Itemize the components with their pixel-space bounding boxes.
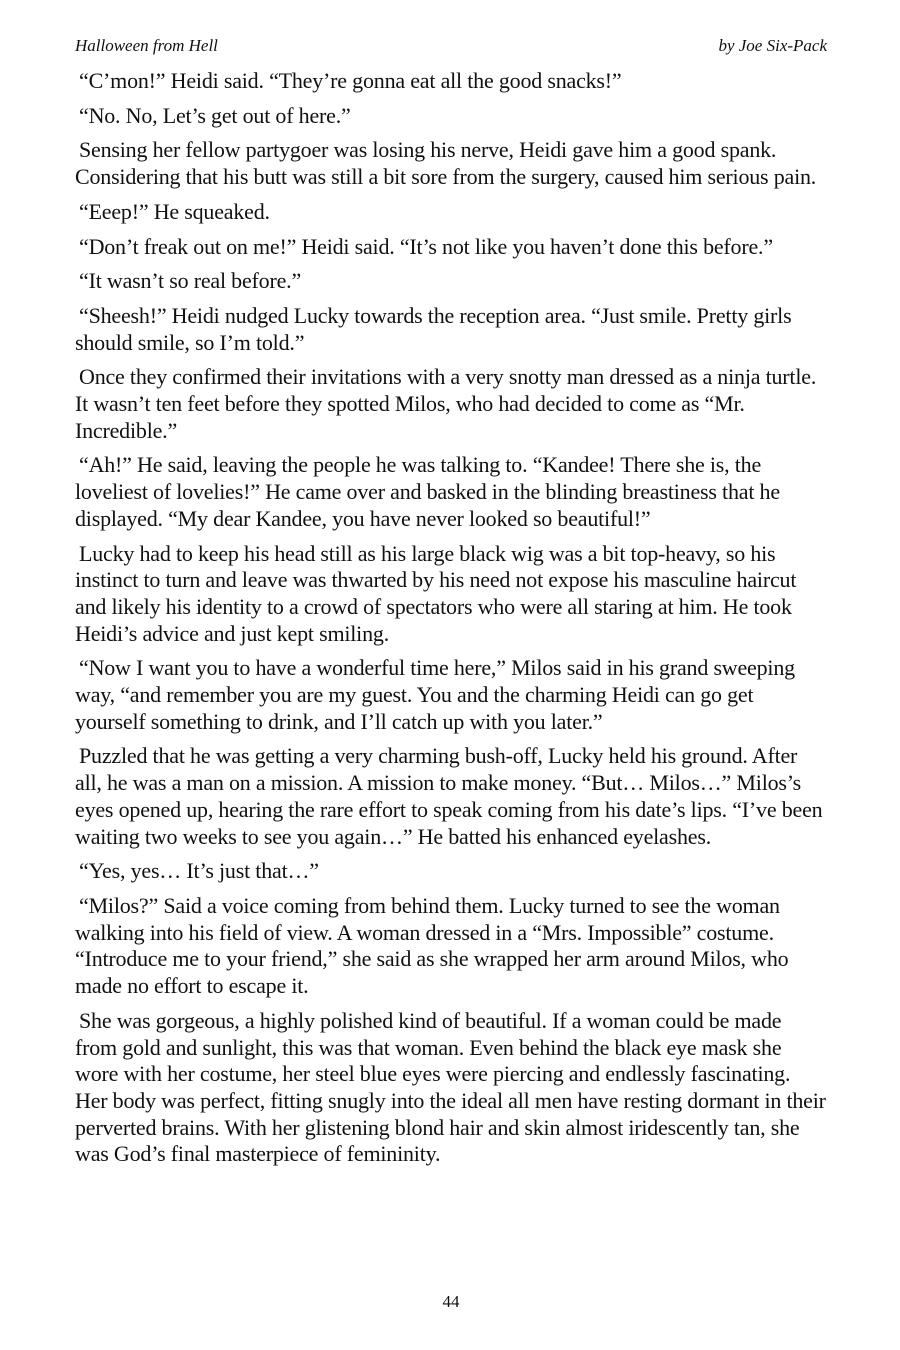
paragraph: She was gorgeous, a highly polished kind of beautiful. If a woman could be made from gold and sunlight, this was that woman. Even behind the black eye mask she wore with her costume, her steel blue eyes were piercing and endlessly fascinating. Her body was perfect, fitting snugly into the ideal all men have resting dormant in their perverted brains. With her glistening blond hair and skin almost iridescently tan, she was God’s final masterpiece of femininity. (75, 1007, 826, 1167)
paragraph: Sensing her fellow partygoer was losing his nerve, Heidi gave him a good spank. Considering that his butt was still a bit sore from the surgery, caused him serious pain. (75, 137, 817, 190)
paragraph: “It wasn’t so real before.” (79, 268, 302, 294)
paragraph: “Milos?” Said a voice coming from behind them. Lucky turned to see the woman walking into his field of view. A woman dressed in a “Mrs. Impossible” costume. “Introduce me to your friend,” she said as she wrapped her arm around Milos, who made no effort to escape it. (75, 892, 789, 999)
paragraph: “Don’t freak out on me!” Heidi said. “It’s not like you haven’t done this before.” (79, 233, 773, 259)
paragraph: “Now I want you to have a wonderful time here,” Milos said in his grand sweeping way, “and remember you are my guest. You and the charming Heidi can go get yourself something to drink, and I’ll catch up with you later.” (75, 655, 795, 734)
paragraph: “Sheesh!” Heidi nudged Lucky towards the reception area. “Just smile. Pretty girls should smile, so I’m told.” (75, 302, 792, 355)
paragraph: “Yes, yes… It’s just that…” (79, 858, 319, 884)
book-page (75, 36, 827, 1326)
paragraph: “Ah!” He said, leaving the people he was talking to. “Kandee! There she is, the loveliest of lovelies!” He came over and basked in the blinding breastiness that he displayed. “My dear Kandee, you have never looked so beautiful!” (75, 452, 780, 531)
paragraph: Once they confirmed their invitations with a very snotty man dressed as a ninja turtle. It wasn’t ten feet before they spotted Milos, who had decided to come as “Mr. Incredible.” (75, 364, 817, 443)
paragraph: “Eeep!” He squeaked. (79, 198, 270, 224)
paragraph: Puzzled that he was getting a very charming bush-off, Lucky held his ground. After all, he was a man on a mission. A mission to make money. “But… Milos…” Milos’s eyes opened up, hearing the rare effort to speak coming from his date’s lips. “I’ve been waiting two weeks to see you again…” He batted his enhanced eyelashes. (75, 743, 823, 849)
running-head (75, 36, 827, 56)
paragraph: “No. No, Let’s get out of here.” (79, 102, 351, 128)
body-text (75, 68, 827, 1168)
book-title: Halloween from Hell (75, 36, 218, 55)
page-number: 44 (442, 1292, 460, 1311)
paragraph: “C’mon!” Heidi said. “They’re gonna eat all the good snacks!” (79, 68, 622, 93)
author-credit: by Joe Six-Pack (718, 36, 827, 55)
paragraph: Lucky had to keep his head still as his large black wig was a bit top-heavy, so his instinct to turn and leave was thwarted by his need not expose his masculine haircut and likely his identity to a crowd of spectators who were all staring at him. He took Heidi’s advice and just kept smiling. (75, 540, 797, 646)
